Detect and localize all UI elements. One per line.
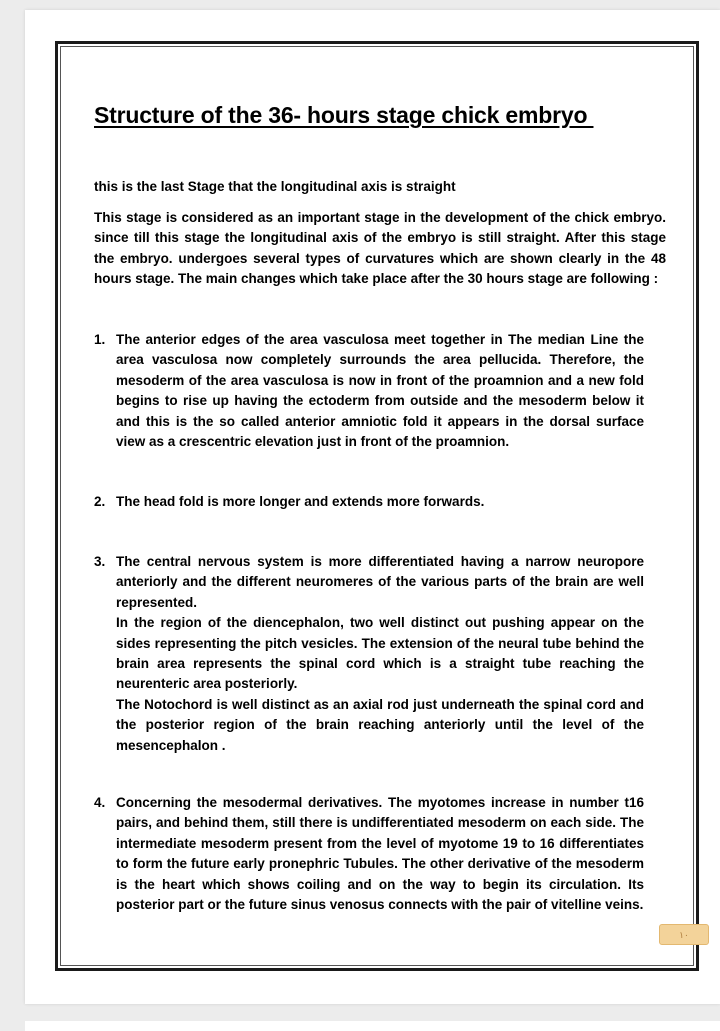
next-page-edge	[25, 1021, 720, 1031]
intro-paragraph: This stage is considered as an important stage in the development of the chick embryo. since till this stage the longitudinal axis of the embryo is still straight. After this stage the embryo. undergoes several types of curvatures which are shown clearly in the 48 hours stage. The main changes which take place after the 30 hours stage are following :	[94, 210, 666, 287]
list-item	[94, 552, 644, 756]
list-item-paragraph: The central nervous system is more differentiated having a narrow neuropore anteriorly and the different neuromeres of the various parts of the brain are well represented.	[116, 554, 644, 610]
list-item-number: 3.	[94, 554, 106, 569]
document-title: Structure of the 36- hours stage chick embryo	[94, 102, 594, 128]
list-item-paragraph: The Notochord is well distinct as an axial rod just underneath the spinal cord and the posterior region of the brain reaching anteriorly until the level of the mesencephalon .	[116, 696, 644, 753]
list-item	[94, 492, 644, 512]
list-item-number: 4.	[94, 795, 106, 810]
list-item	[94, 330, 644, 452]
list-item-number: 1.	[94, 332, 106, 347]
list-item-text	[116, 492, 644, 512]
list-item-text	[116, 793, 644, 915]
list-item-paragraph: The head fold is more longer and extends more forwards.	[116, 494, 485, 509]
intro-line: this is the last Stage that the longitudinal axis is straight	[94, 179, 456, 194]
page-border-frame	[55, 41, 699, 971]
document-page	[25, 10, 720, 1004]
page-number-badge: ١٠	[659, 924, 709, 945]
list-item-paragraph: Concerning the mesodermal derivatives. The myotomes increase in number t16 pairs, and behind them, still there is undifferentiated mesoderm on each side. The intermediate mesoderm present from the level of myotome 19 to 16 differentiates to form the future early pronephric Tubules. The other derivative of the mesoderm is the heart which shows coiling and on the way to begin its circulation. Its posterior part or the future sinus venosus connects with the pair of vitelline veins.	[116, 795, 644, 913]
list-item-paragraph: The anterior edges of the area vasculosa meet together in The median Line the area vasculosa now completely surrounds the area pellucida. Therefore, the mesoderm of the area vasculosa is now in front of the proamnion and a new fold begins to rise up having the ectoderm from outside and the mesoderm below it and this is the so called anterior amniotic fold it appears in the dorsal surface view as a crescentric elevation just in front of the proamnion.	[116, 332, 644, 450]
list-item	[94, 793, 644, 915]
list-item-paragraph: In the region of the diencephalon, two well distinct out pushing appear on the sides representing the pitch vesicles. The extension of the neural tube behind the brain area represents the spinal cord which is a straight tube reaching the neurenteric area posteriorly.	[116, 615, 644, 692]
list-item-text	[116, 552, 644, 756]
list-item-number: 2.	[94, 494, 106, 509]
list-item-text	[116, 330, 644, 452]
